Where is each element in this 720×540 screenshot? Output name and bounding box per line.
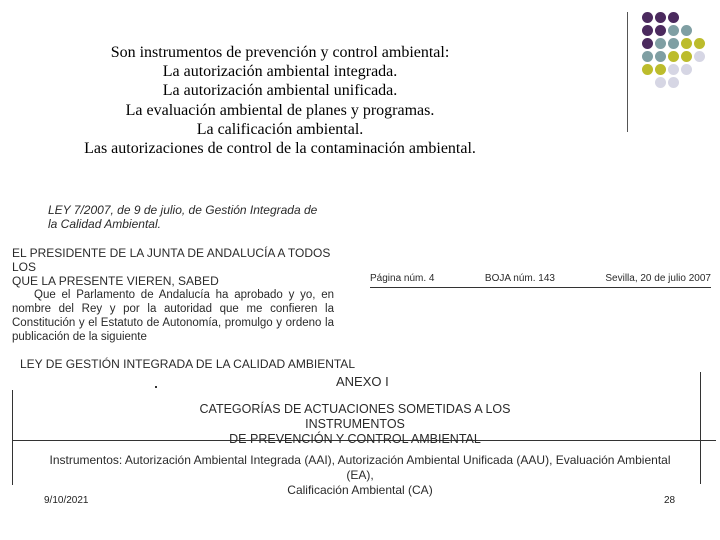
annex-instruments — [40, 453, 680, 498]
decorative-dot — [642, 25, 653, 36]
categories-line: CATEGORÍAS DE ACTUACIONES SOMETIDAS A LOS INSTRUMENTOS — [199, 402, 511, 431]
scan-mark — [155, 386, 157, 388]
intro-line: La autorización ambiental integrada. — [162, 63, 398, 81]
annex-title: ANEXO I — [336, 374, 389, 389]
president-line: QUE LA PRESENTE VIEREN, SABED — [12, 274, 219, 288]
decorative-dot — [681, 25, 692, 36]
president-heading — [12, 246, 342, 288]
decorative-dot-grid — [640, 10, 718, 120]
decorative-dot — [681, 38, 692, 49]
decorative-dot — [655, 77, 666, 88]
boja-page: Página núm. 4 — [370, 273, 435, 284]
decorative-dot — [668, 25, 679, 36]
divider-line — [627, 12, 628, 132]
decorative-dot — [668, 77, 679, 88]
law-title-line: la Calidad Ambiental. — [48, 217, 161, 231]
decorative-dot — [642, 51, 653, 62]
intro-line: Son instrumentos de prevención y control ambiental: — [110, 44, 450, 61]
boja-number: BOJA núm. 143 — [484, 273, 555, 284]
decorative-dot — [694, 51, 705, 62]
intro-text-block — [30, 43, 530, 158]
law-title-line: LEY 7/2007, de 9 de julio, de Gestión Integrada de — [48, 203, 318, 217]
president-line: EL PRESIDENTE DE LA JUNTA DE ANDALUCÍA A TODOS LOS — [12, 246, 331, 274]
intro-line: La autorización ambiental unificada. — [162, 82, 398, 100]
intro-line: La calificación ambiental. — [196, 120, 364, 138]
decorative-dot — [681, 64, 692, 75]
decorative-dot — [655, 51, 666, 62]
table-border-right — [700, 372, 701, 484]
decorative-dot — [668, 38, 679, 49]
promulgation-paragraph: Que el Parlamento de Andalucía ha aprobado y yo, en nombre del Rey y por la autoridad que me confieren la Constitución y el Estatuto de Autonomía, promulgo y ordeno la publicación de la siguiente — [12, 289, 334, 343]
decorative-dot — [642, 38, 653, 49]
table-border-left — [12, 390, 13, 485]
decorative-dot — [642, 12, 653, 23]
boja-header — [370, 273, 711, 284]
instruments-line: Calificación Ambiental (CA) — [287, 483, 433, 497]
decorative-dot — [655, 64, 666, 75]
annex-categories — [150, 402, 560, 447]
decorative-dot — [694, 38, 705, 49]
footer-date: 9/10/2021 — [44, 495, 89, 506]
decorative-dot — [668, 64, 679, 75]
instruments-line: Instrumentos: Autorización Ambiental Integrada (AAI), Autorización Ambiental Unificada (AAU), Evaluación Ambiental (EA), — [49, 453, 671, 482]
law-title — [48, 203, 338, 231]
decorative-dot — [668, 12, 679, 23]
boja-date: Sevilla, 20 de julio 2007 — [605, 273, 711, 284]
intro-line: La evaluación ambiental de planes y programas. — [125, 101, 435, 119]
decorative-dot — [655, 38, 666, 49]
slide-number: 28 — [664, 495, 676, 506]
boja-rule — [370, 287, 711, 288]
law-heading: LEY DE GESTIÓN INTEGRADA DE LA CALIDAD AMBIENTAL — [20, 357, 355, 371]
intro-line: Las autorizaciones de control de la contaminación ambiental. — [84, 140, 476, 158]
decorative-dot — [655, 25, 666, 36]
decorative-dot — [681, 51, 692, 62]
categories-line: DE PREVENCIÓN Y CONTROL AMBIENTAL — [229, 432, 481, 446]
decorative-dot — [655, 12, 666, 23]
decorative-dot — [642, 64, 653, 75]
decorative-dot — [668, 51, 679, 62]
